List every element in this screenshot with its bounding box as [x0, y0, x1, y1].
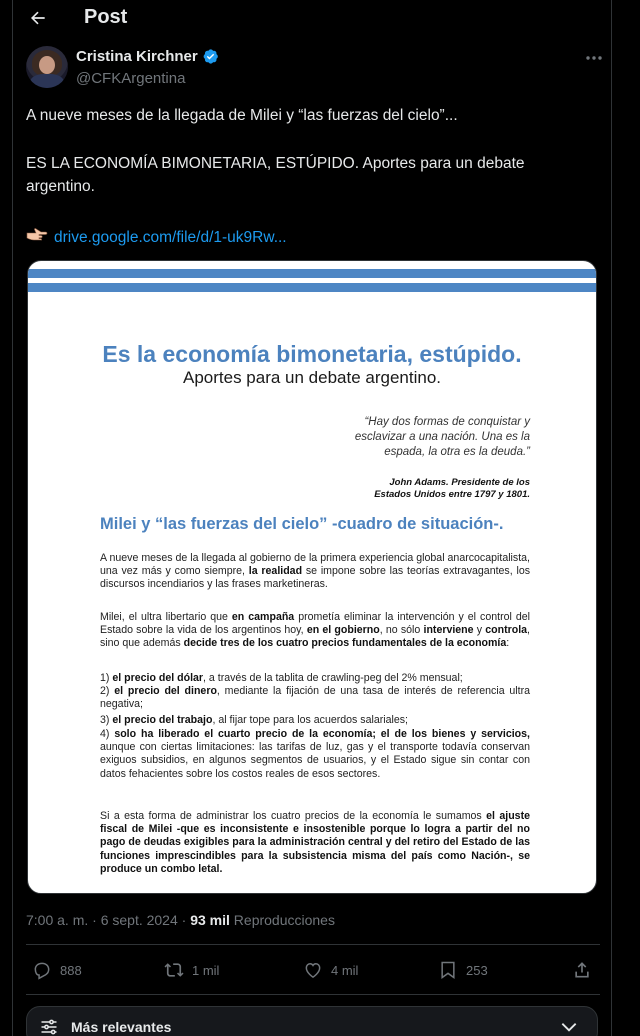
sort-replies-dropdown[interactable]	[26, 1006, 598, 1036]
bookmark-icon	[438, 960, 458, 980]
heart-icon	[303, 960, 323, 980]
post-text-line-3: argentino.	[26, 178, 95, 195]
doc-title: Es la economía bimonetaria, estúpido.	[102, 341, 522, 367]
reply-icon	[32, 960, 52, 980]
doc-paragraph-2: Milei, el ultra libertario que en campaña prometía eliminar la intervención y el control del Estado sobre la vida de los argentinos hoy, en el gobierno, no sólo interviene y controla, sino que además decide tres de los cuatro precios fundamentales de la economía:	[100, 611, 530, 650]
post-actions	[26, 958, 600, 986]
verified-badge-icon	[202, 48, 219, 65]
post-author	[26, 44, 606, 94]
doc-list-item-3: 3) el precio del trabajo, al fijar tope para los acuerdos salariales;	[100, 714, 408, 726]
repost-button[interactable]	[164, 960, 219, 980]
view-label: Reproducciones	[229, 912, 335, 928]
author-handle[interactable]: @CFKArgentina	[76, 70, 186, 87]
share-icon	[572, 960, 592, 980]
post-link-row	[26, 226, 606, 249]
reply-count: 888	[60, 962, 82, 978]
view-count: 93 mil	[190, 912, 230, 928]
author-name-row[interactable]	[76, 48, 219, 65]
chevron-down-icon	[559, 1017, 579, 1036]
doc-subtitle: Aportes para un debate argentino.	[182, 368, 442, 387]
post-timestamp[interactable]: 7:00 a. m. · 6 sept. 2024 ·	[26, 912, 191, 928]
bookmark-button[interactable]	[438, 960, 488, 980]
back-arrow-icon[interactable]	[26, 6, 50, 30]
like-button[interactable]	[303, 960, 358, 980]
reply-button[interactable]	[32, 960, 82, 980]
doc-list-item-1: 1) el precio del dólar, a través de la tablita de crawling-peg del 2% mensual;	[100, 672, 463, 684]
doc-section-title: Milei y “las fuerzas del cielo” -cuadro de situación-.	[100, 515, 504, 533]
author-name[interactable]: Cristina Kirchner	[76, 48, 198, 65]
doc-list-item-4: 4) solo ha liberado el cuarto precio de la economía; el de los bienes y servicios, aunque con ciertas limitaciones: las tarifas de luz, gas y el transporte todavía conservan exiguos subsidios, en algunos segmentos de usuarios, y el Estado sigue sin contar con datos fehacientes sobre los costos reales de esos sectores.	[100, 728, 530, 780]
divider	[26, 994, 600, 995]
pointing-hand-icon	[26, 226, 48, 249]
more-options-icon[interactable]	[582, 48, 606, 68]
doc-quote-attribution: John Adams. Presidente de los Estados Unidos entre 1797 y 1801.	[374, 477, 530, 500]
doc-stripe-top	[28, 269, 596, 278]
post-link[interactable]: drive.google.com/file/d/1-uk9Rw...	[54, 229, 287, 246]
bookmark-count: 253	[466, 962, 488, 978]
like-count: 4 mil	[331, 962, 359, 978]
sliders-icon	[39, 1017, 59, 1036]
post-text-line-1: A nueve meses de la llegada de Milei y “las fuerzas del cielo”...	[26, 107, 458, 124]
post-meta	[26, 912, 335, 928]
doc-paragraph-3: Si a esta forma de administrar los cuatro precios de la economía le sumamos el ajuste fiscal de Milei -que es inconsistente e insostenible porque lo logra a partir del no pago de deudas exigibles para la administración central y del retiro del Estado de las funciones imprescindibles para la subsistencia misma del país como Nación-, se produce un combo letal.	[100, 810, 530, 875]
repost-icon	[164, 960, 184, 980]
share-button[interactable]	[572, 960, 592, 980]
repost-count: 1 mil	[192, 962, 220, 978]
doc-stripe-bottom	[28, 283, 596, 292]
post-image-document[interactable]	[27, 260, 597, 894]
page-title: Post	[84, 6, 128, 28]
divider	[26, 944, 600, 945]
sort-label: Más relevantes	[71, 1019, 172, 1035]
avatar[interactable]	[26, 46, 68, 88]
doc-paragraph-1: A nueve meses de la llegada al gobierno de la primera experiencia global anarcocapitalista, una vez más y como siempre, la realidad se impone sobre las teorías extravagantes, los discursos incendiarios y las frases marketineras.	[100, 552, 531, 591]
post-text-line-2: ES LA ECONOMÍA BIMONETARIA, ESTÚPIDO. Aportes para un debate	[26, 155, 525, 172]
post-header	[12, 0, 612, 38]
doc-quote: “Hay dos formas de conquistar y esclavizar a una nación. Una es la espada, la otra es la deuda.”	[354, 416, 530, 458]
doc-list-item-2: 2) el precio del dinero, mediante la fijación de una tasa de interés de referencia ultra negativa;	[100, 685, 530, 711]
